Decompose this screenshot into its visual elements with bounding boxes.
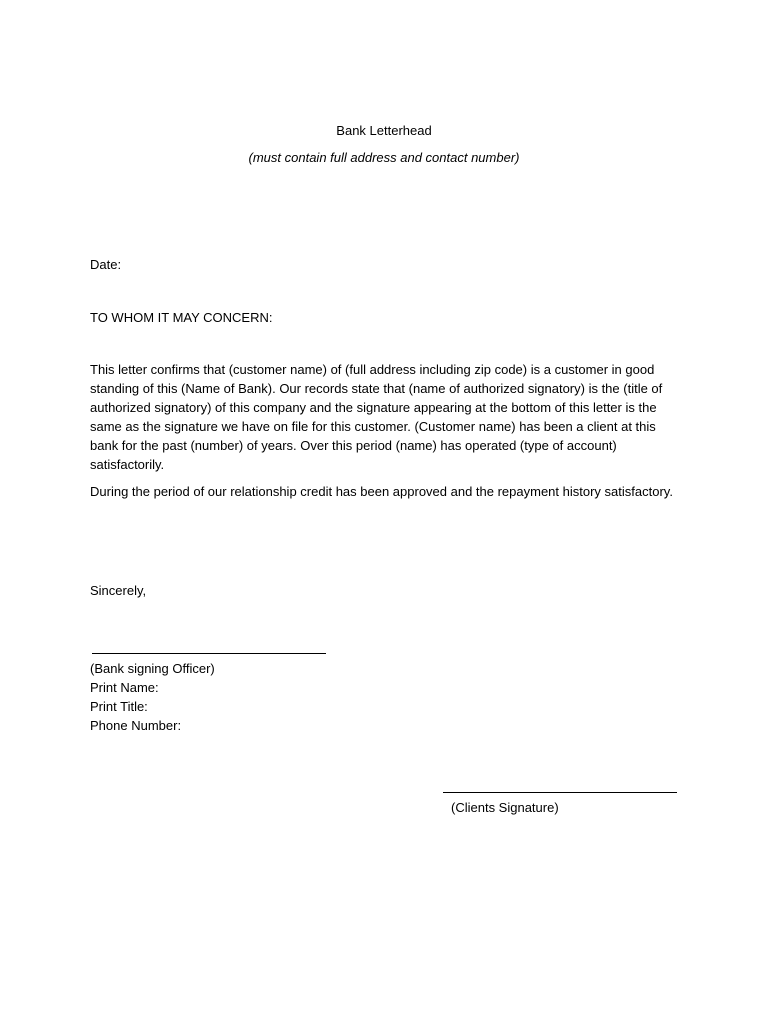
bank-officer-role: (Bank signing Officer) (90, 661, 215, 676)
closing: Sincerely, (90, 583, 147, 598)
print-name-label: Print Name: (90, 680, 159, 695)
client-signature-label: (Clients Signature) (451, 800, 559, 815)
salutation: TO WHOM IT MAY CONCERN: (90, 310, 273, 325)
phone-number-label: Phone Number: (90, 718, 182, 733)
date-label: Date: (90, 257, 122, 272)
body-paragraph-2: During the period of our relationship credit has been approved and the repayment history satisfactory. (90, 484, 673, 499)
bank-officer-details (90, 659, 680, 735)
body-paragraph-1: This letter confirms that (customer name) of (full address including zip code) is a customer in good standing of this (Name of Bank). Our records state that (name of authorized signatory) is the (title of authorized signatory) of this company and the signature appearing at the bottom of this letter is the same as the signature we have on file for this customer. (Customer name) has been a client at this bank for the past (number) of years. Over this period (name) has operated (type of account) satisfactorily. (90, 362, 663, 472)
letterhead-note: (must contain full address and contact number) (248, 150, 520, 165)
print-title-label: Print Title: (90, 699, 148, 714)
letterhead-title: Bank Letterhead (336, 123, 432, 138)
bank-signature-line (92, 653, 326, 654)
client-signature-line (443, 792, 677, 793)
